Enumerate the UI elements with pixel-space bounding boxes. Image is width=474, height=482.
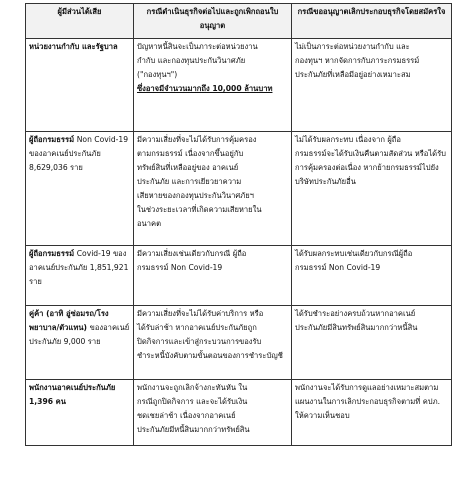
text-line: กรมธรรม์จะได้รับเงินคืนตามสัดส่วน หรือได้รับ	[295, 149, 446, 158]
text-line: กรมธรรม์ Non Covid-19	[137, 263, 223, 272]
text-line: ("กองทุนฯ")	[137, 70, 178, 79]
stakeholder-detail: Covid-19 ของอาคเนย์ประกันภัย 1,851,921 ราย	[29, 249, 129, 286]
stakeholder-name: พนักงานอาคเนย์ประกันภัย	[29, 383, 116, 392]
text-line: พนักงานจะได้รับการดูแลอย่างเหมาะสมตาม	[295, 383, 439, 392]
voluntary-case-cell	[292, 306, 452, 380]
stakeholder-impact-table	[25, 3, 452, 446]
text-line: กองทุนฯ หากจัดการกับภาระกรมธรรม์	[295, 56, 420, 65]
text-line: กำกับ และกองทุนประกันวินาศภัย	[137, 56, 246, 65]
text-line: ได้รับผลกระทบเช่นเดียวกับกรณีผู้ถือ	[295, 249, 413, 258]
text-line: มีความเสี่ยงเช่นเดียวกับกรณี ผู้ถือ	[137, 249, 247, 258]
text-line: พนักงานจะถูกเลิกจ้างกะทันหัน ใน	[137, 383, 248, 392]
text-line: ชดเชยล่าช้า เนื่องจากอาคเนย์	[137, 411, 236, 420]
text-line: ชำระหนี้บังคับตามขั้นตอนของการชำระบัญชี	[137, 351, 283, 360]
text-line: ให้ความเห็นชอบ	[295, 411, 350, 420]
text-line: มีความเสี่ยงที่จะไม่ได้รับการคุ้มครอง	[137, 135, 257, 144]
text-line: กรมธรรม์ Non Covid-19	[295, 263, 381, 272]
table-header-row	[26, 4, 452, 39]
stakeholder-detail: ของอาคเนย์ประกันภัย 9,000 ราย	[29, 323, 130, 346]
continue-case-cell	[134, 132, 292, 246]
table-row	[26, 306, 452, 380]
highlighted-amount: ซึ่งอาจมีจำนวนมากถึง 10,000 ล้านบาท	[137, 84, 273, 93]
text-line: ปิดกิจการและเข้าสู่กระบวนการของรับ	[137, 337, 262, 346]
continue-case-cell	[134, 306, 292, 380]
stakeholder-detail: 1,396 คน	[29, 397, 66, 406]
continue-case-cell	[134, 246, 292, 306]
text-line: ไม่เป็นภาระต่อหน่วยงานกำกับ และ	[295, 42, 410, 51]
table-row	[26, 246, 452, 306]
text-line: ประกันภัยมีหนี้สินมากกว่าทรัพย์สิน	[137, 425, 250, 434]
header-stakeholder: ผู้มีส่วนได้เสีย	[26, 4, 134, 39]
continue-case-cell	[134, 39, 292, 132]
text-line: อนาคต	[137, 219, 162, 228]
voluntary-case-cell	[292, 246, 452, 306]
stakeholder-name: ผู้ถือกรมธรรม์	[29, 249, 75, 258]
text-line: ประกันภัยที่เหลือมีอยู่อย่างเหมาะสม	[295, 70, 411, 79]
stakeholder-cell	[26, 39, 134, 132]
stakeholder-cell	[26, 246, 134, 306]
text-line: ประกันภัยมีสินทรัพย์สินมากกว่าหนี้สิน	[295, 323, 418, 332]
stakeholder-detail: Non Covid-19 ของอาคเนย์ประกันภัย 8,629,036 ราย	[29, 135, 129, 172]
voluntary-case-cell	[292, 39, 452, 132]
text-line: ได้รับชำระอย่างครบถ้วนหากอาคเนย์	[295, 309, 416, 318]
header-continue-case: กรณีดำเนินธุรกิจต่อไปและถูกเพิกถอนใบอนุญาต	[134, 4, 292, 39]
text-line: ทรัพย์สินที่เหลืออยู่ของ อาคเนย์	[137, 163, 239, 172]
text-line: ประกันภัย และการเยียวยาความ	[137, 177, 242, 186]
table-row	[26, 380, 452, 446]
text-line: ในช่วงระยะเวลาที่เกิดความเสียหายใน	[137, 205, 262, 214]
stakeholder-cell	[26, 132, 134, 246]
text-line: การคุ้มครองต่อเนื่อง หากย้ายกรมธรรม์ไปยัง	[295, 163, 439, 172]
text-line: ได้รับล่าช้า หากอาคเนย์ประกันภัยถูก	[137, 323, 257, 332]
text-line: ปัญหาหนี้สินจะเป็นภาระต่อหน่วยงาน	[137, 42, 258, 51]
header-voluntary-case: กรณีขออนุญาตเลิกประกอบธุรกิจโดยสมัครใจ	[292, 4, 452, 39]
text-line: กรณีถูกปิดกิจการ และจะได้รับเงิน	[137, 397, 248, 406]
text-line: ตามกรมธรรม์ เนื่องจากขึ้นอยู่กับ	[137, 149, 244, 158]
text-line: ไม่ได้รับผลกระทบ เนื่องจาก ผู้ถือ	[295, 135, 401, 144]
stakeholder-cell	[26, 380, 134, 446]
table-row	[26, 39, 452, 132]
text-line: บริษัทประกันภัยอื่น	[295, 177, 356, 186]
voluntary-case-cell	[292, 132, 452, 246]
table-row	[26, 132, 452, 246]
voluntary-case-cell	[292, 380, 452, 446]
stakeholder-name: คู่ค้า (อาทิ อู่ซ่อมรถ/โรงพยาบาล/ตัวแทน)	[29, 309, 109, 332]
text-line: มีความเสี่ยงที่จะไม่ได้รับค่าบริการ หรือ	[137, 309, 264, 318]
continue-case-cell	[134, 380, 292, 446]
stakeholder-cell	[26, 306, 134, 380]
text-line: แผนงานในการเลิกประกอบธุรกิจตามที่ คปภ.	[295, 397, 441, 406]
stakeholder-name: หน่วยงานกำกับ และรัฐบาล	[29, 42, 118, 51]
text-line: เสียหายของกองทุนประกันวินาศภัยฯ	[137, 191, 254, 200]
stakeholder-name: ผู้ถือกรมธรรม์	[29, 135, 75, 144]
